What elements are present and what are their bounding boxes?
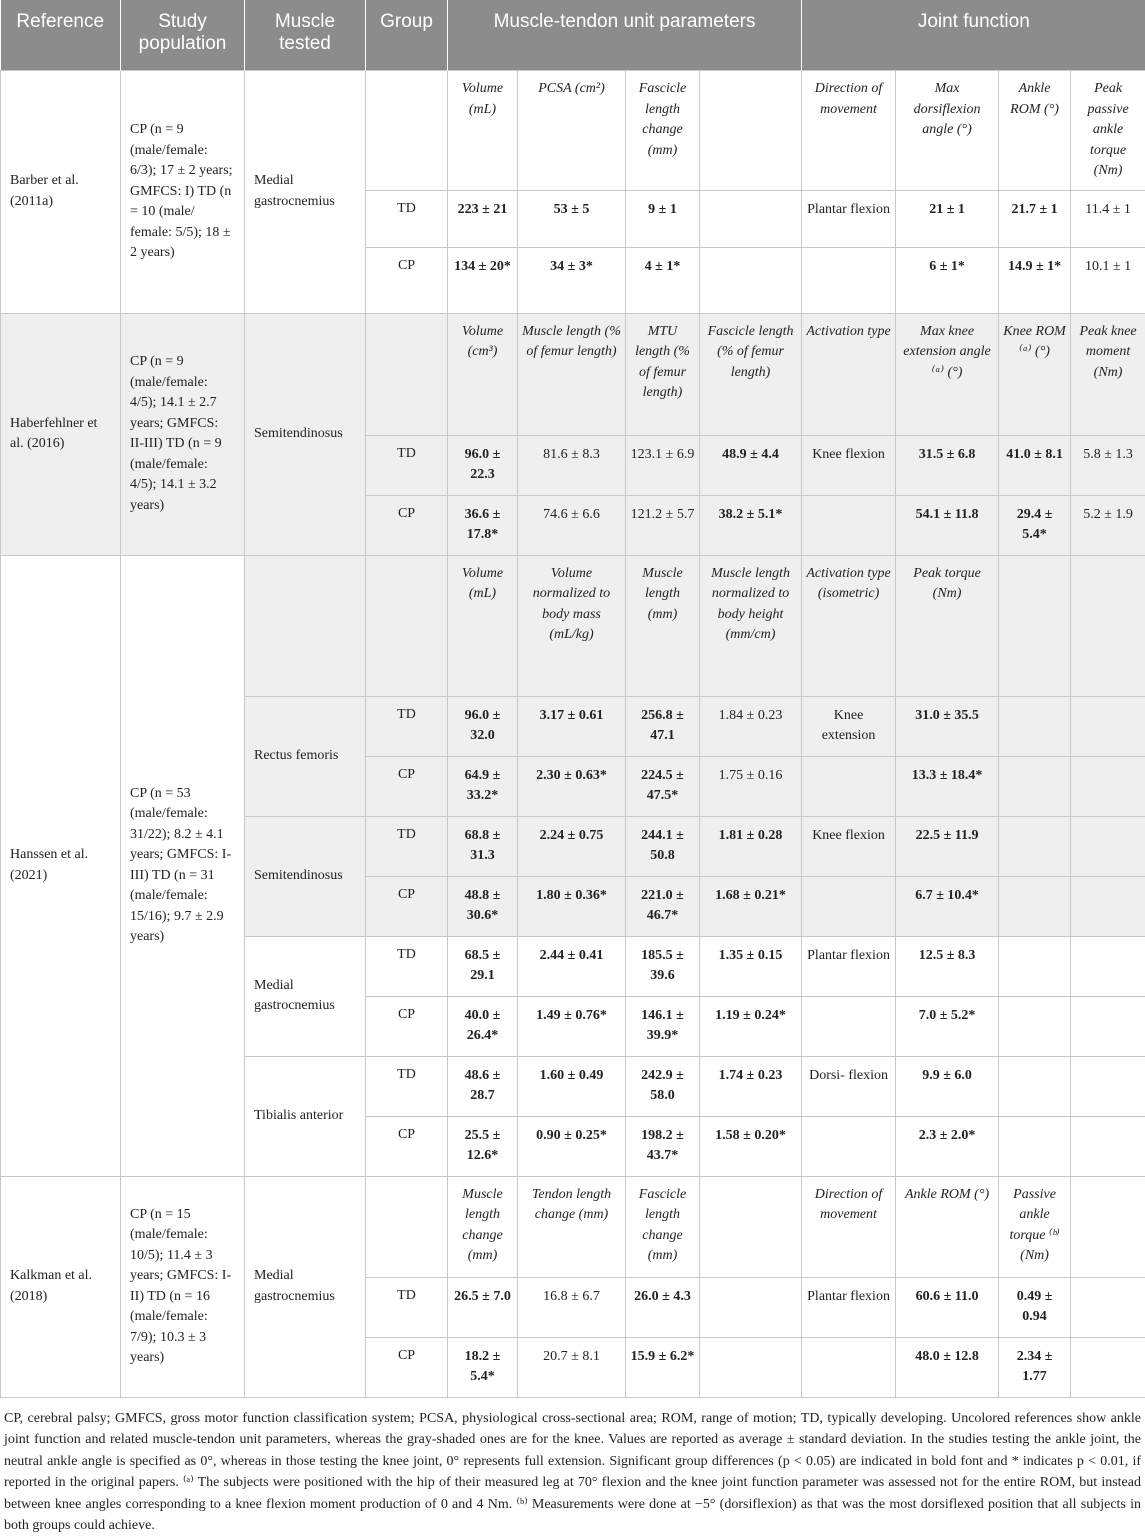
value-cell <box>700 247 802 313</box>
muscle-cell <box>245 555 366 696</box>
value-cell: 1.74 ± 0.23 <box>700 1056 802 1116</box>
param-header: PCSA (cm²) <box>518 71 626 191</box>
param-header <box>1071 1176 1145 1277</box>
value-cell: 2.3 ± 2.0* <box>896 1116 999 1176</box>
group-label: TD <box>366 1277 448 1337</box>
value-cell: 1.84 ± 0.23 <box>700 696 802 756</box>
param-header: Activation type (isometric) <box>802 555 896 696</box>
value-cell <box>700 1277 802 1337</box>
value-cell <box>700 1337 802 1397</box>
group-label: CP <box>366 756 448 816</box>
value-cell: 21.7 ± 1 <box>999 190 1071 247</box>
group-label: TD <box>366 816 448 876</box>
study-haberfehlner <box>1 313 1145 555</box>
value-cell: 11.4 ± 1 <box>1071 190 1145 247</box>
group-cell <box>366 1176 448 1277</box>
muscle-cell: Rectus femoris <box>245 696 366 816</box>
muscle-cell: Tibialis anterior <box>245 1056 366 1176</box>
group-label: CP <box>366 1116 448 1176</box>
value-cell: 68.8 ± 31.3 <box>448 816 518 876</box>
value-cell: 1.19 ± 0.24* <box>700 996 802 1056</box>
group-cell <box>366 555 448 696</box>
value-cell: 16.8 ± 6.7 <box>518 1277 626 1337</box>
value-cell: 29.4 ± 5.4* <box>999 495 1071 555</box>
param-header: Direction of movement <box>802 71 896 191</box>
population-cell: CP (n = 9 (male/female: 6/3); 17 ± 2 years; GMFCS: I) TD (n = 10 (male/ female: 5/5); 18 ± 2 years) <box>121 71 245 314</box>
value-cell: 48.8 ± 30.6* <box>448 876 518 936</box>
value-cell: 96.0 ± 32.0 <box>448 696 518 756</box>
value-cell: 242.9 ± 58.0 <box>626 1056 700 1116</box>
group-label: CP <box>366 996 448 1056</box>
value-cell: 5.8 ± 1.3 <box>1071 435 1145 495</box>
value-cell: 48.6 ± 28.7 <box>448 1056 518 1116</box>
value-cell <box>999 816 1071 876</box>
muscle-cell: Medial gastrocnemius <box>245 1176 366 1397</box>
value-cell <box>999 1116 1071 1176</box>
value-cell: 244.1 ± 50.8 <box>626 816 700 876</box>
group-label: CP <box>366 247 448 313</box>
param-header: Volume (mL) <box>448 555 518 696</box>
param-header: Max dorsiflexion angle (°) <box>896 71 999 191</box>
value-cell <box>1071 816 1145 876</box>
group-label: TD <box>366 435 448 495</box>
header-row <box>1 0 1145 71</box>
value-cell <box>999 996 1071 1056</box>
value-cell: 6 ± 1* <box>896 247 999 313</box>
value-cell: 48.0 ± 12.8 <box>896 1337 999 1397</box>
value-cell: 2.30 ± 0.63* <box>518 756 626 816</box>
value-cell: 41.0 ± 8.1 <box>999 435 1071 495</box>
reference-cell: Barber et al. (2011a) <box>1 71 121 314</box>
param-header: Knee ROM ⁽ᵃ⁾ (°) <box>999 313 1071 435</box>
muscle-cell: Semitendinosus <box>245 816 366 936</box>
value-cell <box>1071 996 1145 1056</box>
muscle-cell: Semitendinosus <box>245 313 366 555</box>
param-header: Fascicle length change (mm) <box>626 1176 700 1277</box>
value-cell: 0.49 ± 0.94 <box>999 1277 1071 1337</box>
value-cell: 15.9 ± 6.2* <box>626 1337 700 1397</box>
group-label: TD <box>366 936 448 996</box>
value-cell: 134 ± 20* <box>448 247 518 313</box>
param-header <box>1071 555 1145 696</box>
value-cell <box>1071 876 1145 936</box>
value-cell <box>1071 756 1145 816</box>
value-cell <box>999 876 1071 936</box>
value-cell: 26.0 ± 4.3 <box>626 1277 700 1337</box>
value-cell: 48.9 ± 4.4 <box>700 435 802 495</box>
value-cell: 21 ± 1 <box>896 190 999 247</box>
param-header: Muscle length change (mm) <box>448 1176 518 1277</box>
param-header: Max knee extension angle ⁽ᵃ⁾ (°) <box>896 313 999 435</box>
value-cell: 12.5 ± 8.3 <box>896 936 999 996</box>
value-cell <box>802 495 896 555</box>
value-cell: 22.5 ± 11.9 <box>896 816 999 876</box>
value-cell: 81.6 ± 8.3 <box>518 435 626 495</box>
header-muscle-tested: Muscle tested <box>245 0 366 71</box>
param-header: Direction of movement <box>802 1176 896 1277</box>
value-cell <box>802 996 896 1056</box>
param-header: Muscle length (% of femur length) <box>518 313 626 435</box>
value-cell: 36.6 ± 17.8* <box>448 495 518 555</box>
value-cell: 5.2 ± 1.9 <box>1071 495 1145 555</box>
value-cell: 31.5 ± 6.8 <box>896 435 999 495</box>
value-cell: 64.9 ± 33.2* <box>448 756 518 816</box>
value-cell <box>1071 696 1145 756</box>
value-cell: 1.80 ± 0.36* <box>518 876 626 936</box>
value-cell: 1.58 ± 0.20* <box>700 1116 802 1176</box>
value-cell: Knee flexion <box>802 816 896 876</box>
value-cell: 96.0 ± 22.3 <box>448 435 518 495</box>
param-header <box>700 71 802 191</box>
value-cell: 68.5 ± 29.1 <box>448 936 518 996</box>
table-footnote: CP, cerebral palsy; GMFCS, gross motor function classification system; PCSA, physiological cross-sectional area; ROM, range of motion; TD, typically developing. Uncolored references show ankle joint function and related muscle-tendon unit parameters, whereas the gray-shaded ones are for the knee. Values are reported as average ± standard deviation. In the studies testing the ankle joint, the neutral ankle angle is specified as 0°, whereas in those testing the knee joint, 0° represents full extension. Significant group differences (p < 0.05) are indicated in bold font and * indicates p < 0.01, if reported in the original papers. ⁽ᵃ⁾ The subjects were positioned with the hip of their measured leg at 70° flexion and the knee joint function parameter was assessed not for the entire ROM, but instead between knee angles corresponding to a knee flexion moment production of 0 and 4 Nm. ⁽ᵇ⁾ Measurements were done at −5° (dorsiflexion) as that was the most dorsiflexed position that all subjects in both groups could achieve. <box>0 1398 1145 1537</box>
value-cell: 1.35 ± 0.15 <box>700 936 802 996</box>
header-reference: Reference <box>1 0 121 71</box>
value-cell: 3.17 ± 0.61 <box>518 696 626 756</box>
value-cell: 146.1 ± 39.9* <box>626 996 700 1056</box>
reference-cell: Kalkman et al. (2018) <box>1 1176 121 1397</box>
param-header: Tendon length change (mm) <box>518 1176 626 1277</box>
study-hanssen <box>1 555 1145 1176</box>
param-header: Muscle length normalized to body height (mm/cm) <box>700 555 802 696</box>
value-cell: Plantar flexion <box>802 936 896 996</box>
value-cell <box>999 1056 1071 1116</box>
param-header: Ankle ROM (°) <box>896 1176 999 1277</box>
header-mtu-parameters: Muscle-tendon unit parameters <box>448 0 802 71</box>
value-cell <box>1071 936 1145 996</box>
param-row <box>1 1176 1145 1277</box>
param-header <box>700 1176 802 1277</box>
value-cell: 6.7 ± 10.4* <box>896 876 999 936</box>
value-cell: 123.1 ± 6.9 <box>626 435 700 495</box>
value-cell: 31.0 ± 35.5 <box>896 696 999 756</box>
value-cell: 34 ± 3* <box>518 247 626 313</box>
value-cell <box>802 1116 896 1176</box>
value-cell: 10.1 ± 1 <box>1071 247 1145 313</box>
value-cell: Plantar flexion <box>802 1277 896 1337</box>
param-row <box>1 555 1145 696</box>
header-study-population: Study population <box>121 0 245 71</box>
value-cell <box>1071 1277 1145 1337</box>
value-cell: 224.5 ± 47.5* <box>626 756 700 816</box>
value-cell: 4 ± 1* <box>626 247 700 313</box>
value-cell <box>1071 1116 1145 1176</box>
group-label: CP <box>366 876 448 936</box>
value-cell: 14.9 ± 1* <box>999 247 1071 313</box>
value-cell: 38.2 ± 5.1* <box>700 495 802 555</box>
value-cell: 54.1 ± 11.8 <box>896 495 999 555</box>
value-cell: 221.0 ± 46.7* <box>626 876 700 936</box>
value-cell: 0.90 ± 0.25* <box>518 1116 626 1176</box>
value-cell <box>700 190 802 247</box>
param-header: Peak knee moment (Nm) <box>1071 313 1145 435</box>
param-row <box>1 313 1145 435</box>
value-cell: 1.81 ± 0.28 <box>700 816 802 876</box>
value-cell: Knee extension <box>802 696 896 756</box>
param-header: Volume (cm³) <box>448 313 518 435</box>
value-cell: Dorsi- flexion <box>802 1056 896 1116</box>
value-cell: 185.5 ± 39.6 <box>626 936 700 996</box>
group-label: TD <box>366 1056 448 1116</box>
reference-cell: Haberfehlner et al. (2016) <box>1 313 121 555</box>
value-cell <box>1071 1337 1145 1397</box>
value-cell: 2.44 ± 0.41 <box>518 936 626 996</box>
value-cell: 13.3 ± 18.4* <box>896 756 999 816</box>
param-header: Activation type <box>802 313 896 435</box>
value-cell: 20.7 ± 8.1 <box>518 1337 626 1397</box>
value-cell: 9 ± 1 <box>626 190 700 247</box>
reference-cell: Hanssen et al. (2021) <box>1 555 121 1176</box>
value-cell: 256.8 ± 47.1 <box>626 696 700 756</box>
param-header: Peak passive ankle torque (Nm) <box>1071 71 1145 191</box>
group-cell <box>366 313 448 435</box>
value-cell: 223 ± 21 <box>448 190 518 247</box>
value-cell: 9.9 ± 6.0 <box>896 1056 999 1116</box>
value-cell: 2.24 ± 0.75 <box>518 816 626 876</box>
population-cell: CP (n = 53 (male/female: 31/22); 8.2 ± 4.1 years; GMFCS: I-III) TD (n = 31 (male/female: 15/16); 9.7 ± 2.9 years) <box>121 555 245 1176</box>
value-cell: 25.5 ± 12.6* <box>448 1116 518 1176</box>
value-cell <box>999 936 1071 996</box>
value-cell: 74.6 ± 6.6 <box>518 495 626 555</box>
group-label: TD <box>366 190 448 247</box>
value-cell: 1.75 ± 0.16 <box>700 756 802 816</box>
value-cell: 1.60 ± 0.49 <box>518 1056 626 1116</box>
param-row <box>1 71 1145 191</box>
value-cell: 1.49 ± 0.76* <box>518 996 626 1056</box>
value-cell: 60.6 ± 11.0 <box>896 1277 999 1337</box>
value-cell <box>802 1337 896 1397</box>
value-cell <box>999 756 1071 816</box>
value-cell: 40.0 ± 26.4* <box>448 996 518 1056</box>
param-header <box>999 555 1071 696</box>
value-cell <box>802 247 896 313</box>
value-cell: 2.34 ± 1.77 <box>999 1337 1071 1397</box>
header-joint-function: Joint function <box>802 0 1145 71</box>
value-cell: 18.2 ± 5.4* <box>448 1337 518 1397</box>
value-cell: Plantar flexion <box>802 190 896 247</box>
study-barber <box>1 71 1145 314</box>
param-header: Passive ankle torque ⁽ᵇ⁾ (Nm) <box>999 1176 1071 1277</box>
value-cell: Knee flexion <box>802 435 896 495</box>
value-cell: 7.0 ± 5.2* <box>896 996 999 1056</box>
value-cell <box>1071 1056 1145 1116</box>
value-cell <box>802 876 896 936</box>
param-header: MTU length (% of femur length) <box>626 313 700 435</box>
population-cell: CP (n = 9 (male/female: 4/5); 14.1 ± 2.7 years; GMFCS: II-III) TD (n = 9 (male/female: 4/5); 14.1 ± 3.2 years) <box>121 313 245 555</box>
param-header: Volume (mL) <box>448 71 518 191</box>
param-header: Muscle length (mm) <box>626 555 700 696</box>
value-cell <box>999 696 1071 756</box>
study-kalkman <box>1 1176 1145 1397</box>
param-header: Volume normalized to body mass (mL/kg) <box>518 555 626 696</box>
param-header: Fascicle length change (mm) <box>626 71 700 191</box>
value-cell: 26.5 ± 7.0 <box>448 1277 518 1337</box>
param-header: Fascicle length (% of femur length) <box>700 313 802 435</box>
muscle-cell: Medial gastrocnemius <box>245 936 366 1056</box>
group-label: TD <box>366 696 448 756</box>
group-label: CP <box>366 495 448 555</box>
population-cell: CP (n = 15 (male/female: 10/5); 11.4 ± 3 years; GMFCS: I-II) TD (n = 16 (male/female: 7/9); 10.3 ± 3 years) <box>121 1176 245 1397</box>
header-group: Group <box>366 0 448 71</box>
group-label: CP <box>366 1337 448 1397</box>
param-header: Peak torque (Nm) <box>896 555 999 696</box>
value-cell: 53 ± 5 <box>518 190 626 247</box>
group-cell <box>366 71 448 191</box>
value-cell: 121.2 ± 5.7 <box>626 495 700 555</box>
value-cell: 198.2 ± 43.7* <box>626 1116 700 1176</box>
muscle-cell: Medial gastrocnemius <box>245 71 366 314</box>
param-header: Ankle ROM (°) <box>999 71 1071 191</box>
value-cell: 1.68 ± 0.21* <box>700 876 802 936</box>
value-cell <box>802 756 896 816</box>
